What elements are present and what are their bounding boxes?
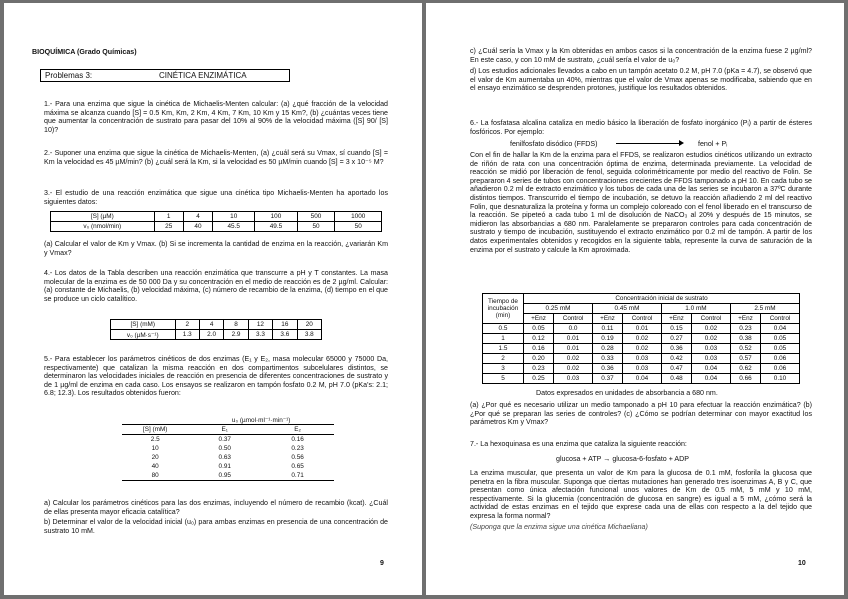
table-cell: 0.42 [661, 354, 691, 364]
conc-col-header: 1.0 mM [661, 304, 730, 314]
table-cell: 500 [297, 212, 335, 222]
table-cell: 0.65 [291, 463, 304, 470]
table-cell: 1000 [335, 212, 382, 222]
table-cell: 16 [273, 320, 297, 330]
problem-3: 3.- El estudio de una reacción enzimática que sigue una cinética tipo Michaelis-Menten ha aportado los siguientes datos: [44, 189, 388, 206]
table-cell: 0.50 [218, 445, 231, 452]
table-cell: 0.19 [592, 334, 622, 344]
problem-7-note: (Suponga que la enzima sigue una cinética Michaeliana) [470, 523, 648, 531]
table-cell: 0.02 [692, 324, 731, 334]
table-cell: 0.06 [760, 364, 799, 374]
table-cell: 25 [154, 222, 183, 232]
table-cell: 20 [297, 320, 321, 330]
table-cell: 0.03 [692, 354, 731, 364]
table-cell: 0.95 [218, 472, 231, 479]
table-cell: 3.6 [273, 330, 297, 340]
table-cell: 0.02 [623, 334, 662, 344]
table-cell: 4 [199, 320, 223, 330]
table-cell: v₀ (nmol/min) [51, 222, 155, 232]
table-cell: 0.47 [661, 364, 691, 374]
table-cell: 2.9 [224, 330, 248, 340]
problem-5d: d) Los estudios adicionales llevados a cabo en un tampón acetato 0.2 M, pH 7.0 (pKa = 4.7), se observó que el valor de Km aumentaba un 40%, mientras que el valor de Vmax apenas se modificaba, sabiendo que en el ensayo enzimático se desprenden protones, justifique los resultados obtenidos. [470, 67, 812, 93]
table-cell: 0.27 [661, 334, 691, 344]
table-cell: 0.10 [760, 374, 799, 384]
table-cell: 0.04 [692, 374, 731, 384]
problem-7: 7.- La hexoquinasa es una enzima que cataliza la siguiente reacción: [470, 440, 687, 448]
table-cell: 1 [154, 212, 183, 222]
table-cell: 0.11 [592, 324, 622, 334]
table-cell: 49.5 [255, 222, 297, 232]
table-cell: 0.03 [692, 344, 731, 354]
table-cell: 10 [151, 445, 159, 452]
table-cell: 0.36 [592, 364, 622, 374]
enz-subheader: +Enz [524, 314, 554, 324]
table-cell: [S] (mM) [111, 320, 176, 330]
control-subheader: Control [760, 314, 799, 324]
table-cell: 0.66 [730, 374, 760, 384]
substrate-header: [S] (mM) [142, 426, 168, 433]
table-cell: 0.28 [592, 344, 622, 354]
table-cell: 50 [297, 222, 335, 232]
problem-5a: a) Calcular los parámetros cinéticos para las dos enzimas, incluyendo el número de recambio (kcat). ¿Cuál de ellas presenta mayor eficacia catalítica? [44, 499, 388, 516]
enzyme2-header: E₂ [294, 426, 301, 433]
table-cell: 0.04 [760, 324, 799, 334]
course-header: BIOQUÍMICA (Grado Químicas) [32, 48, 137, 56]
table-row [483, 374, 800, 384]
left-page [4, 3, 422, 595]
table-cell: 1 [483, 334, 524, 344]
table-cell: 0.05 [760, 334, 799, 344]
table-cell: 0.5 [483, 324, 524, 334]
table-cell: 0.63 [218, 454, 231, 461]
problem-4: 4.- Los datos de la Tabla describen una reacción enzimática que transcurre a pH y T constantes. La masa molecular de la enzima es de 50 000 Da y su concentración en el medio de reacción es de 2 µg/ml. Calcular: (a) constante de Michaelis, (b) velocidad máxima, (c) número de recambio de la enzima, (d) tiempo en el que se produce un ciclo catalítico. [44, 269, 388, 303]
table-cell: 20 [151, 454, 159, 461]
table-cell: 0.05 [524, 324, 554, 334]
table-cell: 8 [224, 320, 248, 330]
problem-5b: b) Determinar el valor de la velocidad inicial (u₀) para ambas enzimas en presencia de una concentración de sustrato 10 mM. [44, 518, 388, 535]
problem-2: 2.- Suponer una enzima que sigue la cinética de Michaelis-Menten, (a) ¿cuál será su Vmax, sí cuando [S] = Km la velocidad es 45 µM/min? (b) ¿cuál será la Km, si la velocidad es 50 µM/min cuando [S] = 3 x 10⁻⁵ M? [44, 149, 388, 166]
table-cell: 80 [151, 472, 159, 479]
table-cell: 3.8 [297, 330, 321, 340]
table-cell: 0.37 [218, 436, 231, 443]
reaction-6-substrate: fenilfosfato disódico (FFDS) [510, 140, 598, 148]
table-cell: 0.01 [554, 344, 593, 354]
problem-5: 5.- Para establecer los parámetros cinéticos de dos enzimas (E₁ y E₂, masa molecular 65000 y 75000 Da, respectivamente) que catalizan la misma reacción en dos compartimentos subcelulares distintos, se determinaron las velocidades iniciales de reacción en presencia de diferentes concentraciones de sustrato y de 1 µg/ml de enzima en cada caso. Los ensayos se realizaron en tampón fosfato 0.2 M, pH 7.0 (pKa's: 2.1; 6.8; 12.3). Los resultados obtenidos fueron: [44, 355, 388, 398]
table-cell: 0.25 [524, 374, 554, 384]
problem-3-questions: (a) Calcular el valor de Km y Vmax. (b) Si se incrementa la cantidad de enzima en la reacción, ¿variarán Km y Vmax? [44, 240, 388, 257]
table-cell: 0.23 [291, 445, 304, 452]
time-header: Tiempo de incubación (min) [483, 294, 524, 324]
table-cell: 0.0 [554, 324, 593, 334]
table-problem-4 [110, 319, 322, 340]
table-cell: 0.01 [554, 334, 593, 344]
table-cell: 2 [483, 354, 524, 364]
table-cell: 0.15 [661, 324, 691, 334]
table-row [483, 324, 800, 334]
table-cell: 0.04 [692, 364, 731, 374]
table-cell: 2.0 [199, 330, 223, 340]
section-title-box [40, 69, 290, 82]
table-cell: 0.03 [554, 374, 593, 384]
table-cell: 1.3 [175, 330, 199, 340]
table-cell: [S] (µM) [51, 212, 155, 222]
table-cell: 0.71 [291, 472, 304, 479]
problem-6-questions: (a) ¿Por qué es necesario utilizar un medio tamponado a pH 10 para efectuar la reacción enzimática? (b) ¿Por qué se preparan las series de controles? (c) ¿Cómo se podrían determinar con mayor exactitud los parámetros Km y Vmax? [470, 401, 812, 427]
table-cell: 0.36 [661, 344, 691, 354]
table-cell: 0.02 [554, 354, 593, 364]
problem-7-description: La enzima muscular, que presenta un valor de Km para la glucosa de 0.1 mM, fosforila la glucosa que penetra en la fibra muscular. Suponga que ciertas mutaciones han generado tres isoenzimas A, B y C, que presentan como única afectación funcional unos valores de Km de 0.5 mM, 5 mM y 10 mM, respectivamente. Si la glucemia (concentración de glucosa en sangre) es igual a 5 mM, ¿cómo será la actividad de estas enzimas en el tejido que exprese cada una de ellas con respecto a la del tejido que expresa la forma normal? [470, 469, 812, 520]
table-cell: 0.33 [592, 354, 622, 364]
table-cell: 0.06 [760, 354, 799, 364]
enzyme1-header: E₁ [221, 426, 228, 433]
right-page [426, 3, 844, 595]
table-cell: 12 [248, 320, 272, 330]
problem-1: 1.- Para una enzima que sigue la cinética de Michaelis-Menten calcular: (a) ¿qué fracción de la velocidad máxima se alcanza cuando [S] = 0.5 Km, Km, 2 Km, 4 Km, 7 Km, 10 Km y 15 Km?, (b) ¿cuántas veces tiene que aumentar la concentración de sustrato para pasar del 10% al 90% de la velocidad máxima ([S] 90/ [S] 10)? [44, 100, 388, 134]
arrow-head-icon [679, 140, 684, 146]
table-cell: 0.62 [730, 364, 760, 374]
conc-col-header: 0.45 mM [592, 304, 661, 314]
table-cell: 10 [213, 212, 255, 222]
table-cell: 0.05 [760, 344, 799, 354]
table-cell: 0.91 [218, 463, 231, 470]
velocity-header: u₀ (µmol·ml⁻¹·min⁻¹) [231, 416, 291, 424]
enz-subheader: +Enz [730, 314, 760, 324]
concentration-header: Concentración inicial de sustrato [524, 294, 800, 304]
table-cell: 4 [183, 212, 212, 222]
table-row [483, 354, 800, 364]
table-cell: 0.23 [730, 324, 760, 334]
table-cell: 0.38 [730, 334, 760, 344]
section-title: CINÉTICA ENZIMÁTICA [159, 71, 247, 80]
problem-5c: c) ¿Cuál sería la Vmax y la Km obtenidas en ambos casos si la concentración de la enzima fuese 2 µg/ml? En este caso, y con 10 mM de sustrato, ¿cuál sería el valor de u₀? [470, 47, 812, 64]
conc-col-header: 2.5 mM [730, 304, 799, 314]
enz-subheader: +Enz [592, 314, 622, 324]
table-caption: Datos expresados en unidades de absorbancia a 680 nm. [536, 389, 718, 397]
table-cell: 1.5 [483, 344, 524, 354]
table-cell: 0.37 [592, 374, 622, 384]
table-cell: 0.12 [524, 334, 554, 344]
conc-col-header: 0.25 mM [524, 304, 593, 314]
table-row [483, 344, 800, 354]
table-cell: 0.04 [623, 374, 662, 384]
table-problem-5 [122, 415, 334, 481]
page-number: 10 [798, 560, 806, 567]
table-row [483, 364, 800, 374]
table-cell: 0.03 [623, 364, 662, 374]
table-cell: 0.02 [623, 344, 662, 354]
table-cell: 2 [175, 320, 199, 330]
table-cell: 0.20 [524, 354, 554, 364]
page-number: 9 [380, 560, 384, 567]
section-label: Problemas 3: [45, 71, 93, 80]
control-subheader: Control [623, 314, 662, 324]
table-cell: 0.23 [524, 364, 554, 374]
table-cell: 45.5 [213, 222, 255, 232]
enz-subheader: +Enz [661, 314, 691, 324]
table-cell: 0.56 [291, 454, 304, 461]
table-cell: 0.48 [661, 374, 691, 384]
table-row [483, 334, 800, 344]
table-cell: 0.01 [623, 324, 662, 334]
table-cell: 0.16 [291, 436, 304, 443]
table-cell: 0.03 [623, 354, 662, 364]
table-problem-6 [482, 293, 800, 384]
table-cell: 0.02 [554, 364, 593, 374]
problem-6: 6.- La fosfatasa alcalina cataliza en medio básico la liberación de fosfato inorgánico (Pᵢ) a partir de ésteres fosfóricos. Por ejemplo: [470, 119, 812, 136]
table-cell: 0.57 [730, 354, 760, 364]
table-cell: 0.16 [524, 344, 554, 354]
table-cell: 0.52 [730, 344, 760, 354]
reaction-arrow-icon [616, 143, 682, 144]
table-cell: 40 [151, 463, 159, 470]
reaction-6-products: fenol + Pᵢ [698, 140, 728, 148]
table-problem-3 [50, 211, 382, 232]
table-cell: 5 [483, 374, 524, 384]
table-cell: 2.5 [150, 436, 160, 443]
table-cell: 100 [255, 212, 297, 222]
table-cell: 40 [183, 222, 212, 232]
table-cell: v₀ (µM·s⁻¹) [111, 330, 176, 340]
table-cell: 0.02 [692, 334, 731, 344]
reaction-7: glucosa + ATP → glucosa-6-fosfato + ADP [556, 455, 690, 463]
table-cell: 3.3 [248, 330, 272, 340]
control-subheader: Control [554, 314, 593, 324]
problem-6-description: Con el fin de hallar la Km de la enzima para el FFDS, se realizaron estudios cinéticos utilizando un extracto de riñón de rata con una concentración óptima de enzima, determinada previamente. La velocidad de reacción se midió por liberación de fenol, seguida colorimétricamente por medio del reactivo de Folin. Se prepararon 4 series de tubos con concentraciones crecientes de FFDS tamponado a pH 10. En cada tubo se añadieron 0.2 ml de extracto enzimático y los tubos de cada una de las series se incubaron a 37ºC durante distintos tiempos. Transcurrido el tiempo de incubación, se detuvo la reacción añadiendo 2 ml del reactivo Folin, que desnaturaliza la proteína y forma un complejo coloreado con el fenol liberado en el transcurso de la reacción. Se pipeteó a cada tubo 1 ml de disolución de NaCO₃ al 20% y después de 15 minutos, se midieron las absorbancias a 680 nm. Paralelamente se prepararon controles para cada concentración de sustrato y tiempo de incubación, sustituyendo el extracto enzimático por 0.2 ml de tampón. A partir de los datos experimentales obtenidos y recogidos en la siguiente tabla, represente la curva de saturación de la enzima por el sustrato y calcule la Km aproximada. [470, 151, 812, 254]
control-subheader: Control [692, 314, 731, 324]
table-cell: 3 [483, 364, 524, 374]
table-cell: 50 [335, 222, 382, 232]
